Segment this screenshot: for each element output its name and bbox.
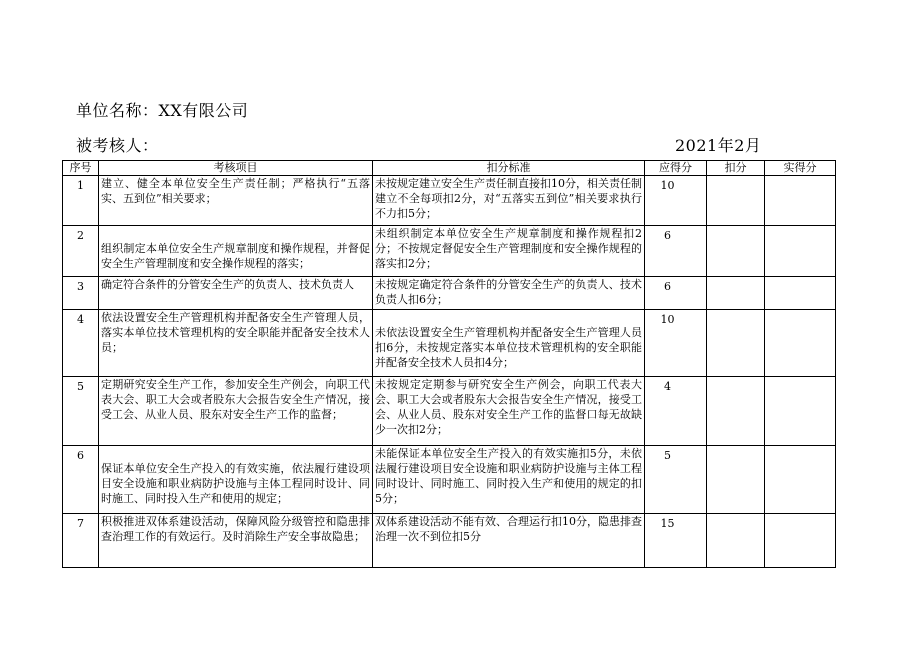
row-score: 6 bbox=[645, 277, 707, 310]
row-deduct bbox=[707, 226, 765, 277]
column-header-no: 序号 bbox=[63, 161, 99, 176]
table-row bbox=[63, 176, 836, 226]
row-standard: 双体系建设活动不能有效、合理运行扣10分，隐患排查治理一次不到位扣5分 bbox=[373, 514, 645, 568]
row-item: 保证本单位安全生产投入的有效实施，依法履行建设项目安全设施和职业病防护设施与主体工程同时设计、同时施工、同时投入生产和使用的规定； bbox=[101, 462, 370, 505]
row-number: 4 bbox=[63, 310, 99, 377]
row-item: 建立、健全本单位安全生产责任制；严格执行“五落实、五到位”相关要求； bbox=[99, 176, 373, 226]
row-item-cell bbox=[99, 226, 373, 277]
examinee-label: 被考核人： bbox=[76, 136, 159, 155]
row-deduct bbox=[707, 176, 765, 226]
row-standard: 未按规定定期参与研究安全生产例会，向职工代表大会、职工大会或者股东大会报告安全生产情况，接受工会、从业人员、股东对安全生产工作的监督口每无故缺少一次扣2分； bbox=[373, 377, 645, 446]
row-standard: 未按规定确定符合条件的分管安全生产的负责人、技术负责人扣6分； bbox=[373, 277, 645, 310]
unit-name: 单位名称：XX有限公司 bbox=[76, 101, 249, 120]
row-actual bbox=[765, 377, 836, 446]
row-actual bbox=[765, 310, 836, 377]
column-header-item: 考核项目 bbox=[99, 161, 373, 176]
row-score: 10 bbox=[645, 310, 707, 377]
row-score: 4 bbox=[645, 377, 707, 446]
row-score: 5 bbox=[645, 446, 707, 514]
row-actual bbox=[765, 277, 836, 310]
row-deduct bbox=[707, 310, 765, 377]
row-number: 7 bbox=[63, 514, 99, 568]
row-score: 15 bbox=[645, 514, 707, 568]
assessment-table bbox=[62, 160, 836, 568]
row-number: 2 bbox=[63, 226, 99, 277]
table-row bbox=[63, 277, 836, 310]
row-number: 6 bbox=[63, 446, 99, 514]
table-row bbox=[63, 310, 836, 377]
column-header-standard: 扣分标准 bbox=[373, 161, 645, 176]
row-item: 积极推进双体系建设活动，保障风险分级管控和隐患排查治理工作的有效运行。及时消除生产安全事故隐患； bbox=[99, 514, 373, 568]
row-actual bbox=[765, 446, 836, 514]
row-item: 定期研究安全生产工作，参加安全生产例会，向职工代表大会、职工大会或者股东大会报告安全生产情况，接受工会、从业人员、股东对安全生产工作的监督； bbox=[99, 377, 373, 446]
row-standard: 未组织制定本单位安全生产规章制度和操作规程扣2分；不按规定督促安全生产管理制度和安全操作规程的落实扣2分； bbox=[373, 226, 645, 277]
column-header-score: 应得分 bbox=[645, 161, 707, 176]
row-standard: 未依法设置安全生产管理机构并配备安全生产管理人员扣6分，未按规定落实本单位技术管理机构的安全职能并配备安全技术人员扣4分； bbox=[375, 326, 642, 369]
row-deduct bbox=[707, 277, 765, 310]
row-standard: 未能保证本单位安全生产投入的有效实施扣5分，未依法履行建设项目安全设施和职业病防护设施与主体工程同时设计、同时施工、同时投入生产和使用的规定的扣5分； bbox=[373, 446, 645, 514]
table-header-row bbox=[63, 161, 836, 176]
row-deduct bbox=[707, 377, 765, 446]
row-score: 6 bbox=[645, 226, 707, 277]
row-number: 1 bbox=[63, 176, 99, 226]
table-row bbox=[63, 446, 836, 514]
row-score: 10 bbox=[645, 176, 707, 226]
column-header-actual: 实得分 bbox=[765, 161, 836, 176]
row-item: 依法设置安全生产管理机构并配备安全生产管理人员，落实本单位技术管理机构的安全职能并配备安全技术人员； bbox=[99, 310, 373, 377]
row-standard: 未按规定建立安全生产责任制直接扣10分，相关责任制建立不全每项扣2分，对“五落实五到位”相关要求执行不力扣5分； bbox=[373, 176, 645, 226]
row-actual bbox=[765, 176, 836, 226]
table-row bbox=[63, 226, 836, 277]
table-row bbox=[63, 514, 836, 568]
column-header-deduct: 扣分 bbox=[707, 161, 765, 176]
row-item: 确定符合条件的分管安全生产的负责人、技术负责人 bbox=[99, 277, 373, 310]
table-row bbox=[63, 377, 836, 446]
assessment-date: 2021年2月 bbox=[675, 136, 762, 155]
row-number: 3 bbox=[63, 277, 99, 310]
row-deduct bbox=[707, 514, 765, 568]
row-item-cell bbox=[99, 446, 373, 514]
row-actual bbox=[765, 226, 836, 277]
row-deduct bbox=[707, 446, 765, 514]
row-actual bbox=[765, 514, 836, 568]
row-item: 组织制定本单位安全生产规章制度和操作规程，并督促安全生产管理制度和安全操作规程的落实； bbox=[101, 242, 370, 270]
row-number: 5 bbox=[63, 377, 99, 446]
row-standard-cell bbox=[373, 310, 645, 377]
